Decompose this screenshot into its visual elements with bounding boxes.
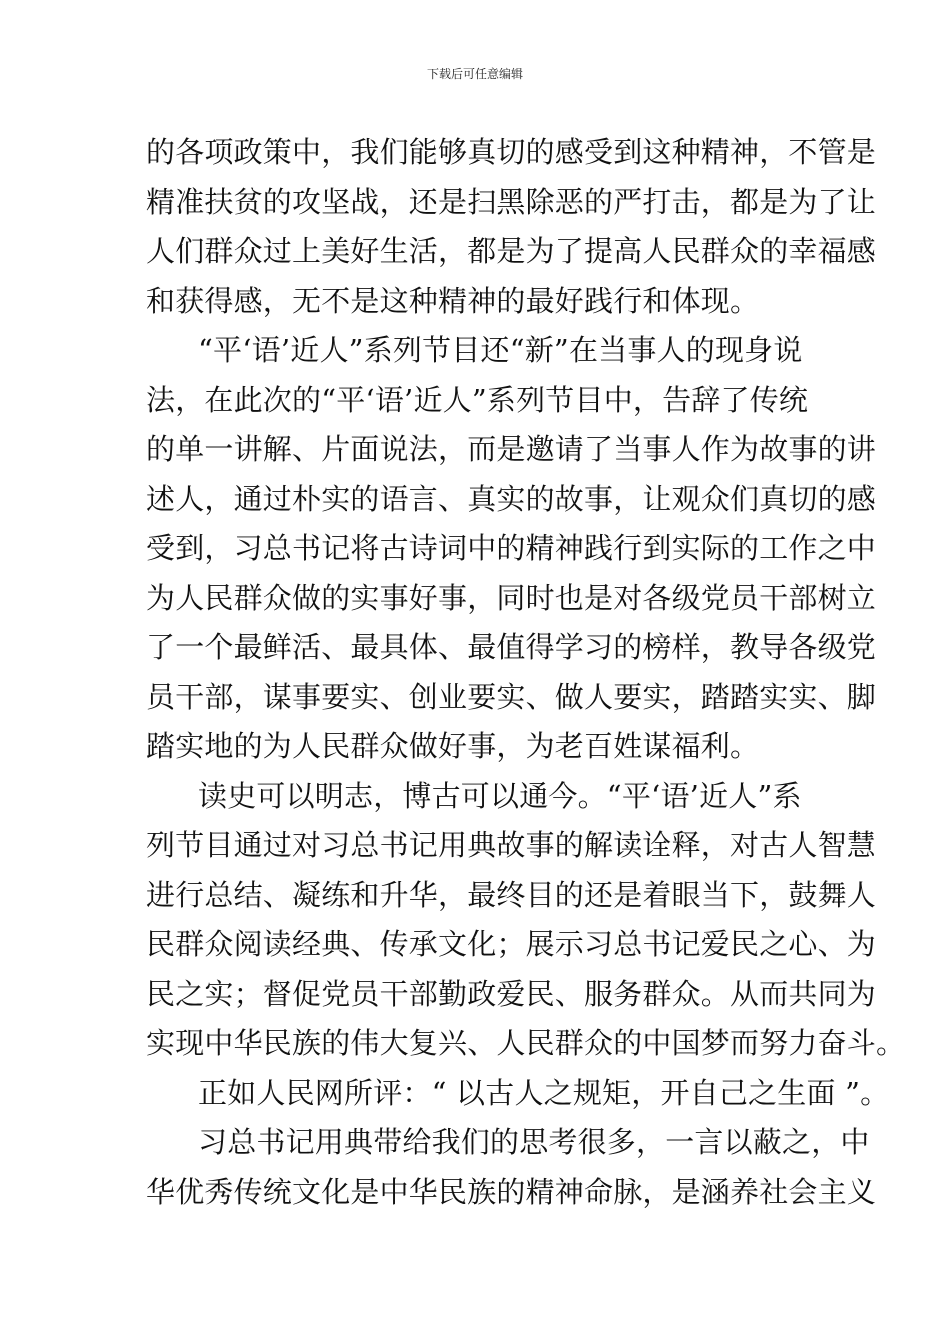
text-line: 了一个最鲜活、最具体、最值得学习的榜样，教导各级党 (146, 630, 877, 664)
text-line: 和获得感，无不是这种精神的最好践行和体现。 (146, 283, 760, 318)
document-body (146, 128, 906, 1217)
text-line: 受到，习总书记将古诗词中的精神践行到实际的工作之中 (146, 531, 877, 565)
text-line: 民之实；督促党员干部勤政爱民、服务群众。从而共同为 (146, 976, 877, 1011)
text-line: 进行总结、凝练和升华，最终目的还是着眼当下，鼓舞人 (146, 877, 877, 912)
paragraph-start-line: 读史可以明志，博古可以通今。“平‘语’近人”系 (198, 778, 802, 813)
text-line: 华优秀传统文化是中华民族的精神命脉，是涵养社会主义 (146, 1174, 877, 1209)
text-line: 踏实地的为人民群众做好事，为老百姓谋福利。 (146, 729, 760, 763)
text-line: 实现中华民族的伟大复兴、人民群众的中国梦而努力奋斗。 (146, 1026, 906, 1060)
text-line: 为人民群众做的实事好事，同时也是对各级党员干部树立 (146, 580, 877, 615)
paragraph-start-line: 正如人民网所评：“ 以古人之规矩，开自己之生面 ”。 (198, 1075, 890, 1110)
text-line: 员干部，谋事要实、创业要实、做人要实，踏踏实实、脚 (146, 679, 877, 714)
text-line: 的各项政策中，我们能够真切的感受到这种精神，不管是 (146, 135, 877, 169)
text-line: 的单一讲解、片面说法，而是邀请了当事人作为故事的讲 (146, 432, 877, 466)
page-header-note: 下载后可任意编辑 (426, 67, 523, 81)
text-line: 列节目通过对习总书记用典故事的解读诠释，对古人智慧 (146, 828, 877, 862)
text-line: 精准扶贫的攻坚战，还是扫黑除恶的严打击，都是为了让 (146, 184, 877, 219)
paragraph-start-line: “平‘语’近人”系列节目还“新”在当事人的现身说 (198, 333, 803, 367)
text-line: 述人，通过朴实的语言、真实的故事，让观众们真切的感 (146, 481, 877, 516)
text-line: 法，在此次的“平‘语’近人”系列节目中，告辞了传统 (146, 382, 809, 417)
paragraph-start-line: 习总书记用典带给我们的思考很多，一言以蔽之，中 (198, 1125, 870, 1159)
text-line: 人们群众过上美好生活，都是为了提高人民群众的幸福感 (146, 234, 877, 268)
text-line: 民群众阅读经典、传承文化；展示习总书记爱民之心、为 (146, 927, 877, 961)
